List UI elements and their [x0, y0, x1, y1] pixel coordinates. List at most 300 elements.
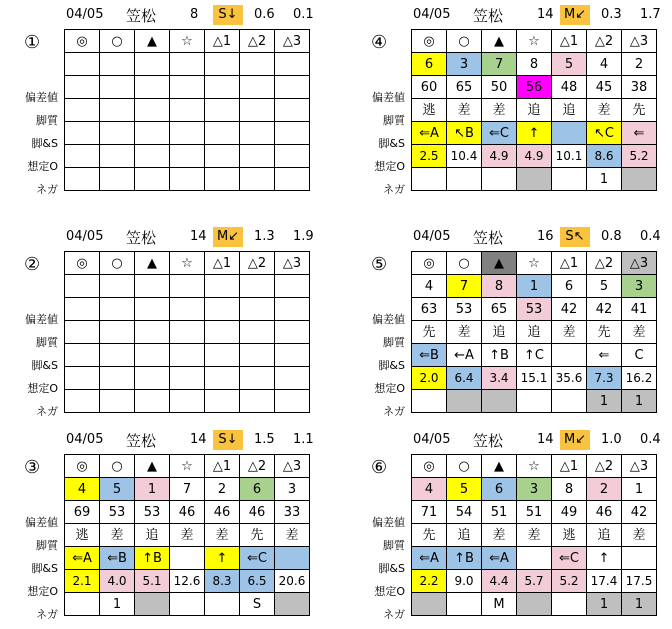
grid-cell: [412, 168, 447, 191]
grid-cell: 逃: [412, 99, 447, 122]
grid-cell: [65, 344, 100, 367]
grid-cell: [100, 344, 135, 367]
grid-cell: 追: [447, 524, 482, 547]
index-value-2: 1.7: [640, 7, 661, 22]
grid-cell: 42: [622, 501, 657, 524]
race-panel-1: [24, 4, 384, 204]
mark-cell: △3: [275, 30, 310, 53]
table-row: [65, 298, 310, 321]
grid-cell: [170, 367, 205, 390]
grid-cell: [65, 367, 100, 390]
grid-cell: [170, 275, 205, 298]
table-row: [65, 501, 310, 524]
mark-cell: ○: [447, 252, 482, 275]
grid-cell: [135, 168, 170, 191]
mark-cell: △1: [552, 455, 587, 478]
grid-cell: [170, 298, 205, 321]
grid-cell: 4.9: [482, 145, 517, 168]
grid-cell: [240, 321, 275, 344]
row-label: 偏差値: [25, 313, 58, 326]
grid-cell: ↑C: [517, 344, 552, 367]
grid-cell: 2.1: [65, 570, 100, 593]
table-row: [65, 570, 310, 593]
grid-cell: [447, 168, 482, 191]
course-name: 笠松: [126, 432, 157, 450]
grid-cell: [482, 390, 517, 413]
table-row: [412, 145, 657, 168]
grid-cell: 逃: [65, 524, 100, 547]
mark-cell: △1: [205, 30, 240, 53]
grid-cell: 3.4: [482, 367, 517, 390]
mark-cell: ○: [447, 30, 482, 53]
grid-cell: [135, 390, 170, 413]
grid-cell: [205, 53, 240, 76]
grid-cell: 4: [412, 275, 447, 298]
grid-cell: [552, 122, 587, 145]
grid-cell: 1: [622, 390, 657, 413]
grid-cell: 1: [100, 593, 135, 616]
grid-cell: 12.6: [170, 570, 205, 593]
table-row: [412, 99, 657, 122]
race-date: 04/05: [413, 432, 451, 447]
table-row: [65, 344, 310, 367]
table-row: [65, 53, 310, 76]
grid-cell: [135, 593, 170, 616]
index-value-1: 1.0: [601, 432, 622, 447]
panel-header: [64, 429, 384, 451]
mark-cell: ▲: [482, 455, 517, 478]
race-date: 04/05: [66, 7, 104, 22]
panel-header: [411, 226, 672, 248]
grid-cell: 追: [587, 524, 622, 547]
grid-cell: 5: [100, 478, 135, 501]
grid-cell: [65, 53, 100, 76]
grid-cell: [135, 99, 170, 122]
grid-cell: 2.0: [412, 367, 447, 390]
mark-cell: ☆: [517, 455, 552, 478]
grid-cell: [100, 145, 135, 168]
grid-cell: [170, 344, 205, 367]
course-name: 笠松: [126, 7, 157, 25]
track-condition-badge: S↓: [213, 5, 243, 25]
grid-cell: 53: [135, 501, 170, 524]
track-condition-badge: M↙: [213, 227, 243, 247]
grid-cell: 20.6: [275, 570, 310, 593]
grid-cell: [240, 275, 275, 298]
mark-cell: ☆: [170, 455, 205, 478]
mark-cell: ▲: [482, 30, 517, 53]
grid-cell: [205, 145, 240, 168]
grid-cell: [170, 53, 205, 76]
row-label: ネガ: [383, 405, 405, 418]
grid-cell: [275, 593, 310, 616]
row-label: 脚&S: [31, 359, 58, 372]
table-row: [412, 478, 657, 501]
index-value-2: 0.1: [293, 7, 314, 22]
panel-header: [411, 429, 672, 451]
grid-cell: 46: [170, 501, 205, 524]
grid-cell: 16.2: [622, 367, 657, 390]
prediction-grid: [64, 29, 310, 191]
grid-cell: [412, 593, 447, 616]
course-name: 笠松: [473, 229, 504, 247]
grid-cell: [65, 99, 100, 122]
grid-cell: [100, 99, 135, 122]
race-number: ⑥: [371, 457, 388, 478]
row-label: ネガ: [383, 183, 405, 196]
grid-cell: [205, 122, 240, 145]
race-panel-6: [371, 429, 672, 629]
mark-cell: △3: [275, 455, 310, 478]
grid-cell: 2.5: [412, 145, 447, 168]
grid-cell: 差: [622, 321, 657, 344]
grid-cell: ⇐A: [412, 122, 447, 145]
row-label: 想定O: [27, 160, 58, 173]
grid-cell: ↑: [517, 122, 552, 145]
grid-cell: [240, 367, 275, 390]
row-label: 脚質: [36, 539, 58, 552]
grid-cell: [240, 344, 275, 367]
grid-cell: [205, 321, 240, 344]
grid-cell: [275, 99, 310, 122]
grid-cell: [205, 367, 240, 390]
grid-cell: ⇐A: [482, 547, 517, 570]
row-label: 想定O: [374, 160, 405, 173]
table-row: [412, 547, 657, 570]
grid-cell: [65, 168, 100, 191]
table-row: [412, 321, 657, 344]
grid-cell: 差: [447, 99, 482, 122]
runner-count: 14: [537, 7, 554, 22]
mark-cell: ○: [100, 30, 135, 53]
mark-cell: △2: [240, 30, 275, 53]
mark-cell: ◎: [412, 455, 447, 478]
grid-cell: [517, 547, 552, 570]
grid-cell: [205, 99, 240, 122]
row-label: 想定O: [27, 585, 58, 598]
track-condition-badge: S↖: [560, 227, 590, 247]
mark-cell: △3: [622, 252, 657, 275]
grid-cell: [205, 344, 240, 367]
grid-cell: [170, 99, 205, 122]
grid-cell: ←A: [447, 344, 482, 367]
mark-cell: ▲: [135, 30, 170, 53]
grid-cell: [447, 390, 482, 413]
grid-cell: 49: [552, 501, 587, 524]
grid-cell: 1: [622, 478, 657, 501]
grid-cell: 53: [447, 298, 482, 321]
grid-cell: 6.4: [447, 367, 482, 390]
grid-cell: 2: [205, 478, 240, 501]
grid-cell: 差: [170, 524, 205, 547]
grid-cell: 46: [205, 501, 240, 524]
grid-cell: [100, 321, 135, 344]
mark-cell: ☆: [517, 252, 552, 275]
grid-cell: 7: [447, 275, 482, 298]
grid-cell: 追: [517, 99, 552, 122]
grid-cell: [135, 122, 170, 145]
table-row: [65, 593, 310, 616]
grid-cell: 先: [587, 321, 622, 344]
grid-cell: [275, 76, 310, 99]
grid-cell: [552, 168, 587, 191]
grid-cell: ↑B: [447, 547, 482, 570]
grid-cell: 7: [482, 53, 517, 76]
table-row: [412, 298, 657, 321]
mark-cell: ▲: [135, 455, 170, 478]
grid-cell: M: [482, 593, 517, 616]
table-row: [65, 76, 310, 99]
table-row: [412, 367, 657, 390]
grid-cell: [100, 53, 135, 76]
row-label: 脚&S: [378, 137, 405, 150]
grid-cell: [240, 145, 275, 168]
row-label: 想定O: [27, 382, 58, 395]
mark-cell: △1: [552, 252, 587, 275]
grid-cell: 3: [447, 53, 482, 76]
grid-cell: 7.3: [587, 367, 622, 390]
grid-cell: [170, 390, 205, 413]
grid-cell: [622, 547, 657, 570]
grid-cell: 45: [587, 76, 622, 99]
grid-cell: 71: [412, 501, 447, 524]
index-value-2: 0.4: [640, 229, 661, 244]
row-label: 偏差値: [25, 91, 58, 104]
table-row: [65, 275, 310, 298]
grid-cell: [100, 122, 135, 145]
course-name: 笠松: [473, 7, 504, 25]
mark-cell: ☆: [170, 30, 205, 53]
grid-cell: 6: [482, 478, 517, 501]
table-row: [65, 478, 310, 501]
row-label: 想定O: [374, 585, 405, 598]
grid-cell: [240, 99, 275, 122]
mark-cell: △2: [240, 252, 275, 275]
grid-cell: 逃: [552, 524, 587, 547]
grid-cell: [170, 122, 205, 145]
race-panel-2: [371, 4, 672, 204]
grid-cell: ⇐: [622, 122, 657, 145]
index-value-2: 1.1: [293, 432, 314, 447]
mark-cell: △2: [587, 455, 622, 478]
grid-cell: [275, 275, 310, 298]
grid-cell: 差: [622, 524, 657, 547]
grid-cell: [65, 593, 100, 616]
grid-cell: 4: [412, 478, 447, 501]
row-label: 偏差値: [372, 516, 405, 529]
grid-cell: 8.3: [205, 570, 240, 593]
grid-cell: [275, 390, 310, 413]
grid-cell: 33: [275, 501, 310, 524]
grid-cell: 差: [587, 99, 622, 122]
grid-cell: 6: [552, 275, 587, 298]
grid-cell: 4.4: [482, 570, 517, 593]
mark-cell: ☆: [170, 252, 205, 275]
grid-cell: 3: [275, 478, 310, 501]
table-row: [412, 122, 657, 145]
race-panel-3: [24, 226, 384, 426]
grid-cell: 4.0: [100, 570, 135, 593]
grid-cell: 先: [412, 524, 447, 547]
mark-row: [65, 455, 310, 478]
grid-cell: [205, 390, 240, 413]
grid-cell: ↖B: [447, 122, 482, 145]
row-label: 脚&S: [31, 137, 58, 150]
grid-cell: [552, 344, 587, 367]
row-label: ネガ: [36, 183, 58, 196]
grid-cell: 追: [517, 321, 552, 344]
mark-cell: △3: [622, 455, 657, 478]
row-label: 想定O: [374, 382, 405, 395]
grid-cell: [275, 168, 310, 191]
runner-count: 16: [537, 229, 554, 244]
table-row: [412, 168, 657, 191]
prediction-grid: [411, 454, 657, 616]
grid-cell: 17.5: [622, 570, 657, 593]
grid-cell: 17.4: [587, 570, 622, 593]
index-value-2: 1.9: [293, 229, 314, 244]
grid-cell: [205, 275, 240, 298]
grid-cell: 65: [482, 298, 517, 321]
index-value-1: 0.3: [601, 7, 622, 22]
grid-cell: [135, 344, 170, 367]
grid-cell: [100, 275, 135, 298]
grid-cell: [65, 298, 100, 321]
grid-cell: 53: [100, 501, 135, 524]
table-row: [65, 367, 310, 390]
mark-row: [412, 30, 657, 53]
track-condition-badge: S↓: [213, 430, 243, 450]
grid-cell: [205, 298, 240, 321]
mark-row: [65, 30, 310, 53]
grid-cell: ⇐C: [240, 547, 275, 570]
grid-cell: 6.5: [240, 570, 275, 593]
grid-cell: 56: [517, 76, 552, 99]
index-value-1: 0.6: [254, 7, 275, 22]
grid-cell: S: [240, 593, 275, 616]
mark-cell: ○: [100, 455, 135, 478]
grid-cell: 2: [587, 478, 622, 501]
grid-cell: 46: [587, 501, 622, 524]
runner-count: 14: [537, 432, 554, 447]
grid-cell: [240, 298, 275, 321]
mark-cell: △1: [205, 252, 240, 275]
grid-cell: [65, 390, 100, 413]
grid-cell: 42: [587, 298, 622, 321]
mark-cell: △1: [552, 30, 587, 53]
course-name: 笠松: [126, 229, 157, 247]
grid-cell: 41: [622, 298, 657, 321]
index-value-1: 1.5: [254, 432, 275, 447]
grid-cell: 2: [622, 53, 657, 76]
grid-cell: 8: [517, 53, 552, 76]
grid-cell: [447, 593, 482, 616]
mark-cell: △3: [622, 30, 657, 53]
table-row: [412, 390, 657, 413]
race-date: 04/05: [66, 432, 104, 447]
row-label: 偏差値: [372, 91, 405, 104]
grid-cell: ⇐A: [65, 547, 100, 570]
table-row: [412, 524, 657, 547]
grid-cell: [275, 367, 310, 390]
row-label: 偏差値: [372, 313, 405, 326]
grid-cell: [100, 168, 135, 191]
track-condition-badge: M↙: [560, 5, 590, 25]
row-label: 脚&S: [378, 562, 405, 575]
race-number: ③: [24, 457, 41, 478]
grid-cell: [240, 390, 275, 413]
grid-cell: 3: [517, 478, 552, 501]
grid-cell: ↑: [205, 547, 240, 570]
mark-row: [65, 252, 310, 275]
table-row: [412, 275, 657, 298]
grid-cell: [135, 367, 170, 390]
runner-count: 14: [190, 229, 207, 244]
grid-cell: 51: [482, 501, 517, 524]
grid-cell: [517, 390, 552, 413]
grid-cell: [552, 390, 587, 413]
panel-header: [64, 4, 384, 26]
grid-cell: [482, 168, 517, 191]
row-label: 脚質: [36, 336, 58, 349]
grid-cell: [65, 122, 100, 145]
mark-cell: ◎: [412, 30, 447, 53]
table-row: [65, 547, 310, 570]
track-condition-badge: M↙: [560, 430, 590, 450]
grid-cell: [205, 593, 240, 616]
grid-cell: 53: [517, 298, 552, 321]
table-row: [65, 390, 310, 413]
race-number: ②: [24, 254, 41, 275]
race-panel-5: [24, 429, 384, 629]
mark-row: [412, 455, 657, 478]
row-label: 脚質: [383, 336, 405, 349]
mark-cell: △2: [587, 30, 622, 53]
grid-cell: [170, 168, 205, 191]
grid-cell: [135, 275, 170, 298]
grid-cell: 69: [65, 501, 100, 524]
grid-cell: 差: [100, 524, 135, 547]
grid-cell: [205, 168, 240, 191]
grid-cell: 5.1: [135, 570, 170, 593]
row-label: 脚質: [36, 114, 58, 127]
grid-cell: [65, 145, 100, 168]
grid-cell: [240, 122, 275, 145]
row-label: 偏差値: [25, 516, 58, 529]
grid-cell: 10.1: [552, 145, 587, 168]
grid-cell: [275, 547, 310, 570]
mark-cell: ▲: [482, 252, 517, 275]
mark-cell: ◎: [65, 252, 100, 275]
grid-cell: 先: [412, 321, 447, 344]
grid-cell: 追: [552, 99, 587, 122]
table-row: [412, 76, 657, 99]
grid-cell: [135, 145, 170, 168]
grid-cell: [517, 593, 552, 616]
grid-cell: [135, 53, 170, 76]
table-row: [65, 99, 310, 122]
grid-cell: 10.4: [447, 145, 482, 168]
grid-cell: [100, 76, 135, 99]
mark-cell: ◎: [412, 252, 447, 275]
grid-cell: 51: [517, 501, 552, 524]
mark-row: [412, 252, 657, 275]
grid-cell: [170, 593, 205, 616]
row-label: 脚&S: [378, 359, 405, 372]
grid-cell: [275, 145, 310, 168]
grid-cell: ⇐A: [412, 547, 447, 570]
table-row: [412, 344, 657, 367]
